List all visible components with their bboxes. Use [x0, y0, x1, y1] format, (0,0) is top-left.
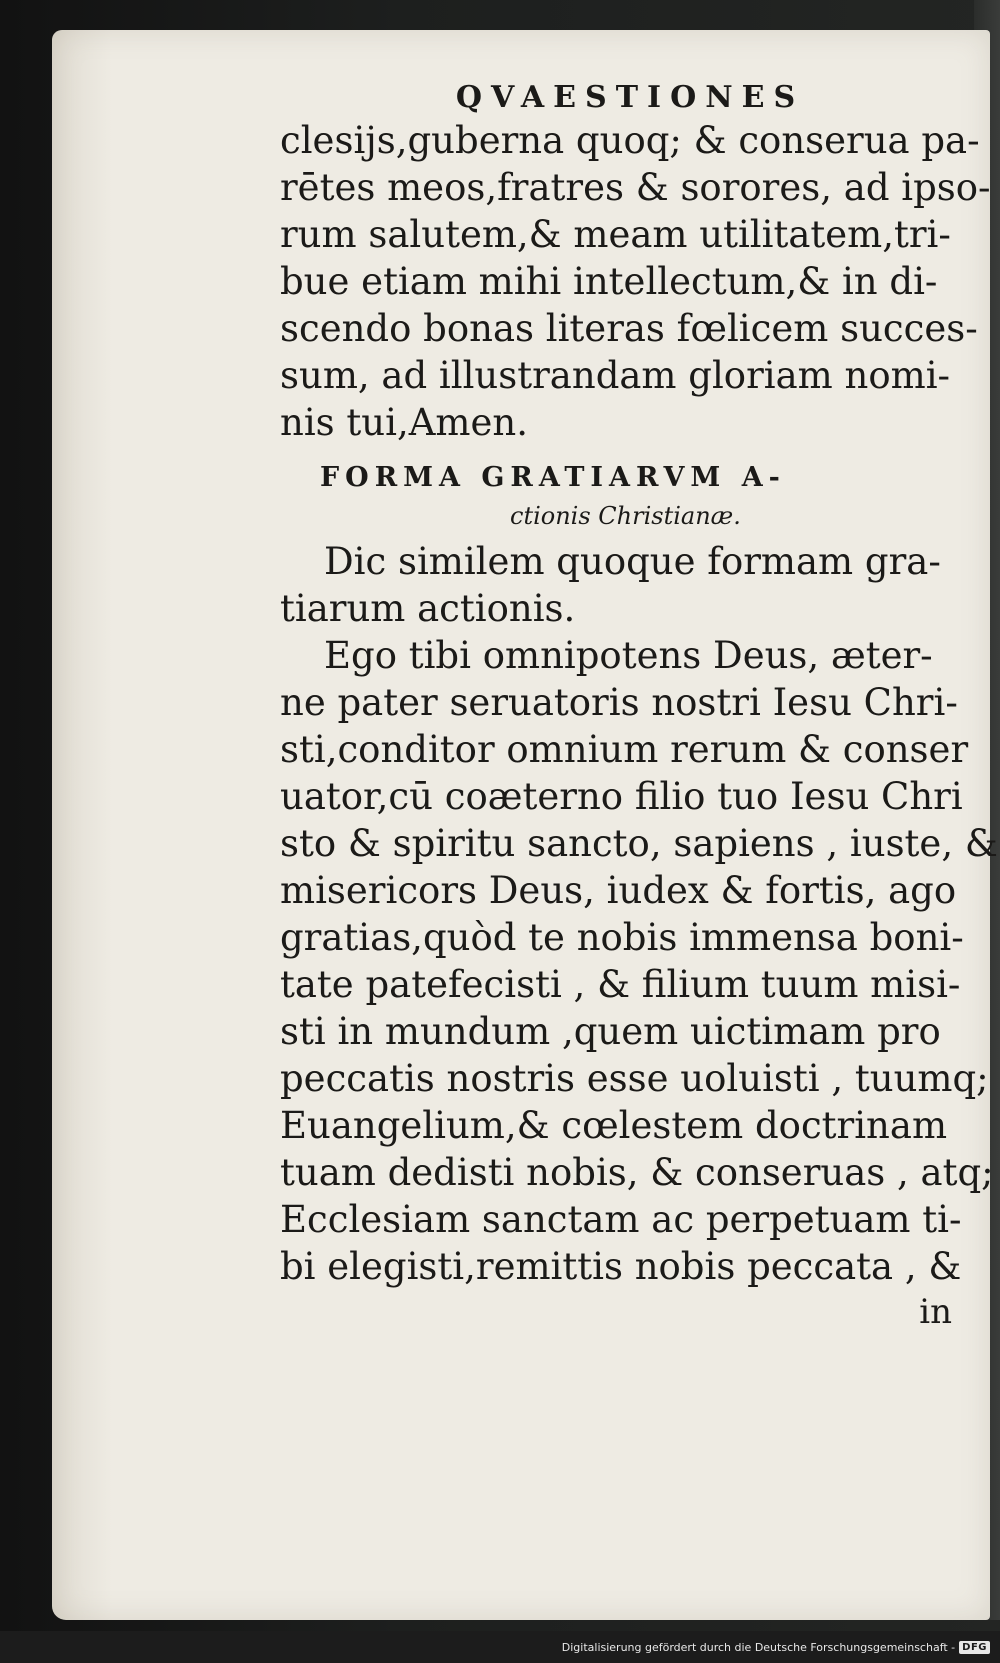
text-line: gratias,quòd te nobis immensa boni- — [280, 916, 964, 959]
text-line: sum, ad illustrandam gloriam nomi- — [280, 354, 951, 397]
digitization-footer — [0, 1631, 1000, 1663]
text-block — [280, 60, 998, 1334]
catchword: in — [919, 1292, 952, 1332]
text-line: misericors Deus, iudex & fortis, ago — [280, 869, 957, 912]
dfg-logo: DFG — [959, 1641, 990, 1654]
text-line: rum salutem,& meam utilitatem,tri- — [280, 213, 951, 256]
section-subtitle: ctionis Christianæ. — [510, 502, 741, 530]
text-line: tuam dedisti nobis, & conseruas , atq; — [280, 1151, 994, 1194]
text-line: peccatis nostris esse uoluisti , tuumq; — [280, 1057, 989, 1100]
text-line: scendo bonas literas fœlicem succes- — [280, 307, 978, 350]
text-line: uator,cū coæterno filio tuo Iesu Chri — [280, 775, 963, 818]
text-line: nis tui,Amen. — [280, 401, 528, 444]
text-line: rētes meos,fratres & sorores, ad ipso- — [280, 166, 991, 209]
paragraph-2 — [280, 538, 960, 632]
text-line: Ecclesiam sanctam ac perpetuam ti- — [280, 1198, 962, 1241]
text-line: sti in mundum ,quem uictimam pro — [280, 1010, 941, 1053]
text-line: sti,conditor omnium rerum & conser — [280, 728, 969, 771]
text-line: Euangelium,& cœlestem doctrinam — [280, 1104, 948, 1147]
text-line: Dic similem quoque formam gra- — [324, 540, 941, 583]
text-line: clesijs,guberna quoq; & conserua pa- — [280, 119, 980, 162]
text-line: bue etiam mihi intellectum,& in di- — [280, 260, 938, 303]
book-page — [52, 30, 998, 1620]
text-line: ne pater seruatoris nostri Iesu Chri- — [280, 681, 958, 724]
text-line: bi elegisti,remittis nobis peccata , & — [280, 1245, 962, 1288]
text-line: tate patefecisti , & filium tuum misi- — [280, 963, 961, 1006]
text-line: sto & spiritu sancto, sapiens , iuste, & — [280, 822, 998, 865]
footer-credit-text: Digitalisierung gefördert durch die Deutsche Forschungsgemeinschaft - — [561, 1640, 956, 1654]
running-head: QVAESTIONES — [455, 80, 805, 115]
text-line: Ego tibi omnipotens Deus, æter- — [324, 634, 933, 677]
paragraph-1 — [280, 117, 991, 446]
text-line: tiarum actionis. — [280, 587, 576, 630]
section-title: FORMA GRATIARVM A- — [320, 462, 786, 493]
paragraph-3 — [280, 632, 998, 1290]
